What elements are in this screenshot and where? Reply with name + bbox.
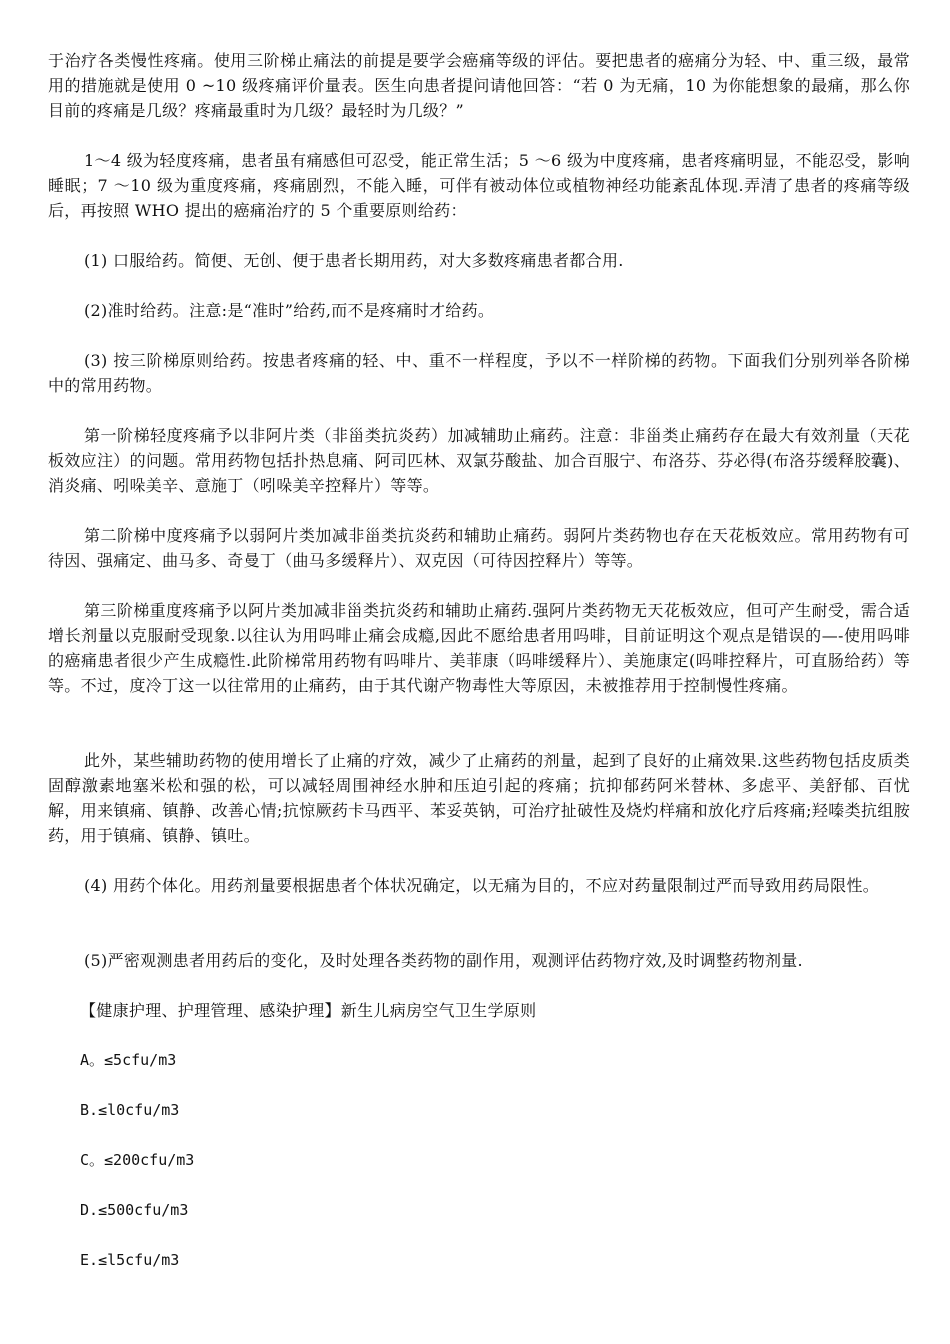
- question-title: 【健康护理、护理管理、感染护理】新生儿病房空气卫生学原则: [80, 1001, 537, 1020]
- option-e: E.≤l5cfu/m3: [80, 1251, 180, 1269]
- option-a: A。≤5cfu/m3: [80, 1051, 177, 1069]
- paragraph-timed-dosing: (2)准时给药。注意:是“准时”给药,而不是疼痛时才给药。: [84, 301, 495, 320]
- paragraph-individualized: (4) 用药个体化。用药剂量要根据患者个体状况确定，以无痛为目的，不应对药量限制过严而导致用药局限性。: [84, 876, 880, 895]
- paragraph-step-three: 第三阶梯重度疼痛予以阿片类加减非甾类抗炎药和辅助止痛药.强阿片类药物无天花板效应，但可产生耐受，需合适增长剂量以克服耐受现象.以往认为用吗啡止痛会成瘾,因此不愿给患者用吗啡，目前证明这个观点是错误的—-使用吗啡的癌痛患者很少产生成瘾性.此阶梯常用药物有吗啡片、美菲康（吗啡缓释片）、美施康定(吗啡控释片，可直肠给药）等等。不过，度冷丁这一以往常用的止痛药，由于其代谢产物毒性大等原因，未被推荐用于控制慢性疼痛。: [48, 601, 910, 695]
- paragraph-monitoring: (5)严密观测患者用药后的变化，及时处理各类药物的副作用，观测评估药物疗效,及时调整药物剂量.: [84, 951, 803, 970]
- paragraph-pain-levels: 1～4 级为轻度疼痛，患者虽有痛感但可忍受，能正常生活；5 ～6 级为中度疼痛，患者疼痛明显，不能忍受，影响睡眠；7 ～10 级为重度疼痛，疼痛剧烈，不能入睡，可伴有被动体位或植物神经功能紊乱体现.弄清了患者的疼痛等级后，再按照 WHO 提出的癌痛治疗的 5 个重要原则给药：: [48, 151, 910, 220]
- paragraph-pain-assessment: 于治疗各类慢性疼痛。使用三阶梯止痛法的前提是要学会癌痛等级的评估。要把患者的癌痛分为轻、中、重三级，最常用的措施就是使用 0 ~10 级疼痛评价量表。医生向患者提问请他回答：“若 0 为无痛，10 为你能想象的最痛，那么你目前的疼痛是几级？疼痛最重时为几级？最轻时为几级？”: [48, 51, 910, 120]
- option-c: C。≤200cfu/m3: [80, 1151, 195, 1169]
- paragraph-three-step: (3) 按三阶梯原则给药。按患者疼痛的轻、中、重不一样程度，予以不一样阶梯的药物。下面我们分别列举各阶梯中的常用药物。: [48, 351, 910, 395]
- paragraph-step-one: 第一阶梯轻度疼痛予以非阿片类（非甾类抗炎药）加减辅助止痛药。注意：非甾类止痛药存在最大有效剂量（天花板效应注）的问题。常用药物包括扑热息痛、阿司匹林、双氯芬酸盐、加合百服宁、布洛芬、芬必得(布洛芬缓释胶囊)、消炎痛、吲哚美辛、意施丁（吲哚美辛控释片）等等。: [48, 426, 910, 495]
- paragraph-oral-dosing: (1) 口服给药。简便、无创、便于患者长期用药，对大多数疼痛患者都合用.: [84, 251, 624, 270]
- option-b: B.≤l0cfu/m3: [80, 1101, 180, 1119]
- option-d: D.≤500cfu/m3: [80, 1201, 189, 1219]
- paragraph-adjuvant-drugs: 此外，某些辅助药物的使用增长了止痛的疗效，减少了止痛药的剂量，起到了良好的止痛效果.这些药物包括皮质类固醇激素地塞米松和强的松，可以减轻周围神经水肿和压迫引起的疼痛；抗抑郁药阿米替林、多虑平、美舒郁、百忧解，用来镇痛、镇静、改善心情;抗惊厥药卡马西平、苯妥英钠，可治疗扯破性及烧灼样痛和放化疗后疼痛;羟嗪类抗组胺药，用于镇痛、镇静、镇吐。: [48, 751, 910, 845]
- paragraph-step-two: 第二阶梯中度疼痛予以弱阿片类加减非甾类抗炎药和辅助止痛药。弱阿片类药物也存在天花板效应。常用药物有可待因、强痛定、曲马多、奇曼丁（曲马多缓释片）、双克因（可待因控释片）等等。: [48, 526, 910, 570]
